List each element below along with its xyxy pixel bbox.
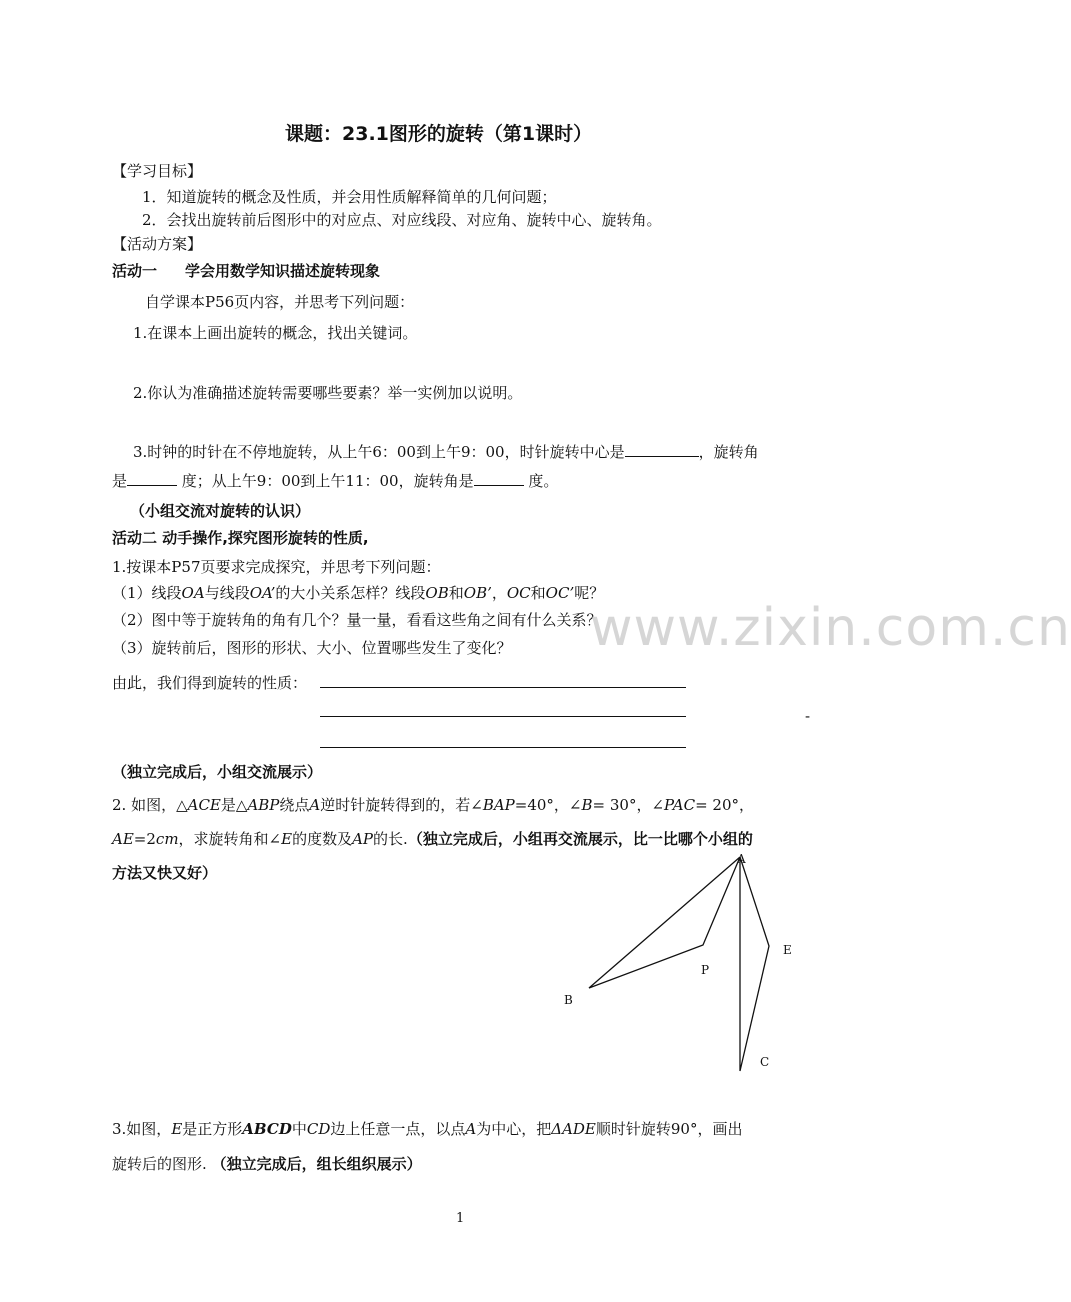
activity1-title: 学会用数学知识描述旋转现象 [185,262,381,280]
goals-header: 【学习目标】 [112,162,203,180]
problem2-line1: 2. 如图，△ACE是△ABP绕点A逆时针旋转得到的，若∠BAP=40°，∠B= 30°，∠PAC= 20°， [112,796,755,814]
activity1-intro: 自学课本P56页内容，并思考下列问题： [145,293,415,311]
figure-label-b: B [564,993,573,1007]
rotation-figure [550,845,810,1085]
problem3-line2: 旋转后的图形. （独立完成后，组长组织展示） [112,1155,422,1173]
activity1-question-2: 2.你认为准确描述旋转需要哪些要素？举一实例加以说明。 [133,384,523,402]
activity2-subquestion-1: （1）线段OA与线段OA’的大小关系怎样？线段OB和OB’，OC和OC’呢？ [112,584,605,602]
problem3-line1: 3.如图，E是正方形ABCD中CD边上任意一点，以点A为中心，把ΔADE顺时针旋转90°，画出 [112,1120,743,1138]
figure-label-a: A [737,852,746,866]
answer-blank[interactable] [474,471,524,486]
goal-item: 1．知道旋转的概念及性质，并会用性质解释简单的几何问题； [142,188,557,206]
goal-item: 2．会找出旋转前后图形中的对应点、对应线段、对应角、旋转中心、旋转角。 [142,211,662,229]
margin-mark: - [805,707,811,725]
page-number: 1 [456,1211,465,1226]
activity1-question-1: 1.在课本上画出旋转的概念，找出关键词。 [133,324,418,342]
exchange-note: （独立完成后，小组交流展示） [112,763,323,781]
watermark: www.zixin.com.cn [590,598,1071,658]
activity1-label: 活动一 [112,262,158,280]
problem2-line2: AE=2cm，求旋转角和∠E的度数及AP的长.（独立完成后，小组再交流展示，比一比哪个小组的 [112,830,753,848]
answer-line[interactable] [320,747,686,748]
conclusion-label: 由此，我们得到旋转的性质： [112,674,308,692]
figure-label-e: E [783,943,792,957]
page-title: 课题：23.1图形的旋转（第1课时） [285,123,593,145]
problem2-note: 方法又快又好） [112,864,218,882]
figure-label-p: P [701,963,710,977]
answer-blank[interactable] [625,442,699,457]
triangle-abp [589,857,740,988]
answer-blank[interactable] [127,471,177,486]
activity2-subquestion-3: （3）旋转前后，图形的形状、大小、位置哪些发生了变化？ [112,639,512,657]
activity1-question-3-line1: 3.时钟的时针在不停地旋转，从上午6：00到上午9：00，时针旋转中心是 ，旋转角 [133,443,759,461]
figure-label-c: C [760,1055,770,1069]
answer-line[interactable] [320,687,686,688]
activity1-question-3-line2: 是 度；从上午9：00到上午11：00，旋转角是 度。 [112,472,559,490]
triangle-ace [740,857,769,1071]
group-note: （小组交流对旋转的认识） [130,502,311,520]
activity2-title: 活动二 动手操作,探究图形旋转的性质, [112,529,369,547]
activity2-paragraph-1: 1.按课本P57页要求完成探究，并思考下列问题： [112,558,441,576]
answer-line[interactable] [320,716,686,717]
plan-header: 【活动方案】 [112,235,203,253]
activity2-subquestion-2: （2）图中等于旋转角的角有几个？量一量，看看这些角之间有什么关系？ [112,611,602,629]
